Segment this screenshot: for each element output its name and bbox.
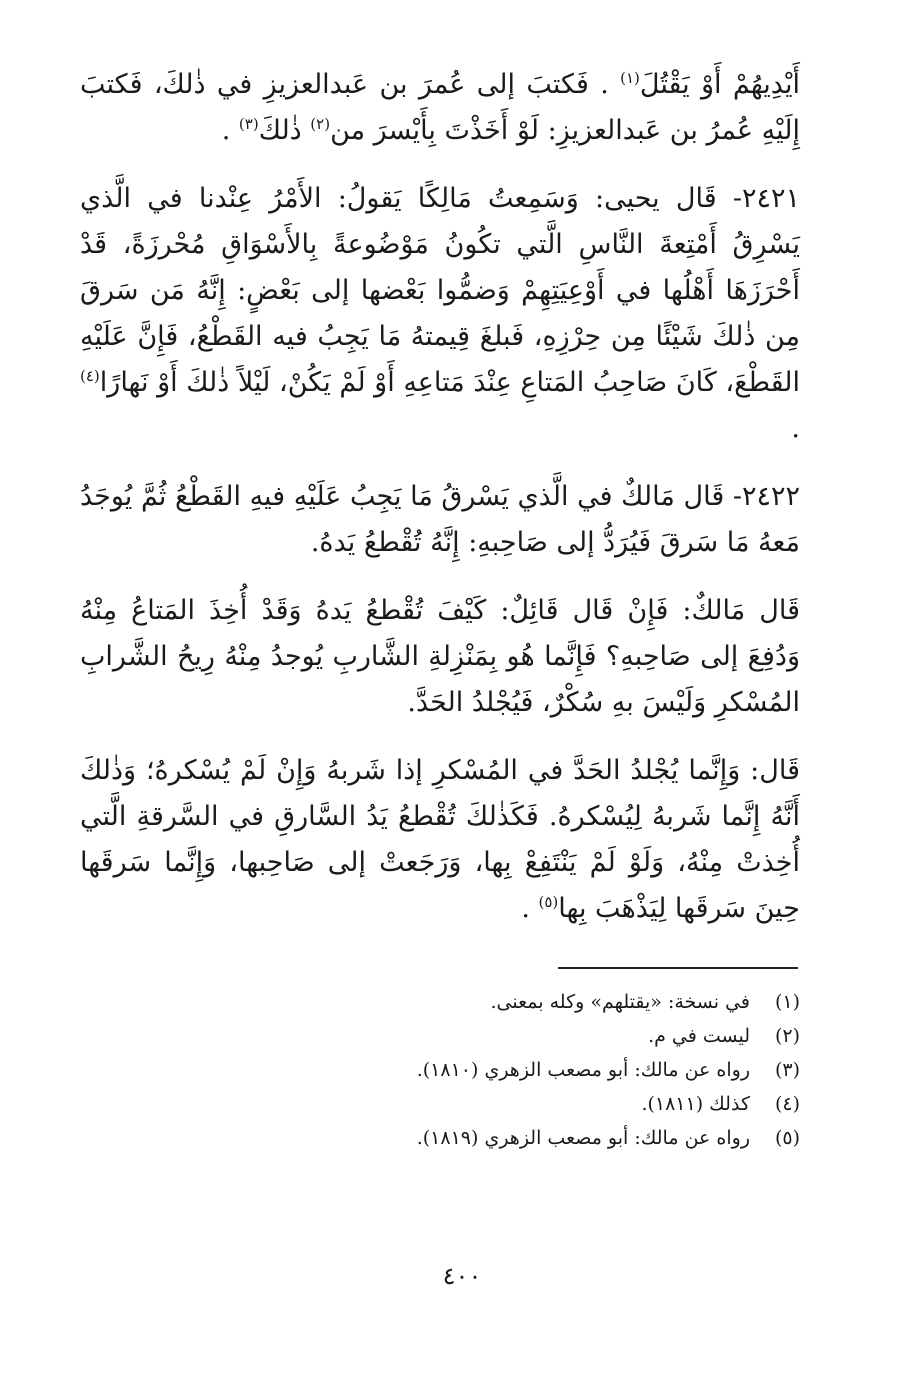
- footnote-text: ليست في م.: [648, 1025, 750, 1047]
- footnote-ref-2: (٢): [310, 115, 331, 133]
- footnote-item: [100, 1087, 800, 1121]
- footnote-ref-1: (١): [620, 69, 640, 87]
- text-run: ٢٤٢١- قَال يحيى: وَسَمِعتُ مَالِكًا يَقولُ: الأَمْرُ عِنْدنا في الَّذي يَسْرِقُ أَمْتِعةَ النَّاسِ الَّتي تكُونُ مَوْضُوعةً بِالأَسْوَاقِ مُحْرزَةً، قَدْ أَحْرَزَهَا أَهْلُها في أَوْعِيَتِهِمْ وَضمُّوا بَعْضها إلى بَعْضٍ: إِنَّهُ مَن سَرقَ مِن ذٰلكَ شَيْئًا مِن حِرْزِهِ، فَبلغَ قِيمتهُ مَا يَجِبُ فيه القَطْعُ، فَإِنَّ عَلَيْهِ القَطْعَ، كَانَ صَاحِبُ المَتاعِ عِنْدَ مَتاعِهِ أَوْ لَمْ يَكُنْ، لَيْلاً ذٰلكَ أَوْ نَهارًا: [80, 183, 800, 398]
- footnotes: [100, 985, 800, 1155]
- footnote-item: [100, 1019, 800, 1053]
- footnote-text: رواه عن مالك: أبو مصعب الزهري (١٨١٩).: [416, 1127, 750, 1149]
- text-run: . فَكتبَ إلى عُمرَ بن عَبدالعزيزِ في ذٰلكَ، فَكتبَ إِلَيْهِ عُمرُ بن عَبدالعزيزِ: لَوْ أَخَذْتَ بِأَيْسرَ من: [80, 69, 800, 146]
- main-text: [80, 62, 800, 954]
- paragraph-continuation: [80, 62, 800, 154]
- footnote-ref-5: (٥): [538, 893, 559, 911]
- text-run: .: [791, 413, 800, 444]
- paragraph-2421: [80, 176, 800, 452]
- footnote-number: (٣): [774, 1059, 800, 1081]
- paragraph-2422: [80, 474, 800, 566]
- footnote-ref-3: (٣): [238, 115, 259, 133]
- footnote-text: في نسخة: «يقتلهم» وكله بمعنى.: [490, 991, 750, 1013]
- footnote-number: (٥): [774, 1127, 800, 1149]
- paragraph-malik-question: [80, 588, 800, 726]
- text-run: .: [521, 893, 539, 924]
- footnote-number: (٢): [774, 1025, 800, 1047]
- text-run: قَال: وَإِنَّما يُجْلدُ الحَدَّ في المُسْكرِ إذا شَربهُ وَإِنْ لَمْ يُسْكرهُ؛ وَذٰلكَ أَنَّهُ إِنَّما شَربهُ لِيُسْكرهُ. فَكَذٰلكَ تُقْطعُ يَدُ السَّارقِ في السَّرقةِ الَّتي أُخِذتْ مِنْهُ، وَلَوْ لَمْ يَنْتَفِعْ بِها، وَرَجَعتْ إلى صَاحِبها، وَإِنَّما سَرقَها حِينَ سَرقَها لِيَذْهَبَ بِها: [80, 755, 800, 924]
- footnote-item: [100, 1053, 800, 1087]
- text-run: أَيْدِيهُمْ أَوْ يَقْتُلَ: [639, 69, 800, 100]
- footnote-ref-4: (٤): [80, 367, 100, 385]
- text-run: ٢٤٢٢- قَال مَالكٌ في الَّذي يَسْرقُ مَا يَجِبُ عَلَيْهِ فيهِ القَطْعُ ثُمَّ يُوجَدُ مَعهُ مَا سَرقَ فَيُرَدُّ إلى صَاحِبهِ: إِنَّهُ تُقْطعُ يَدهُ.: [80, 481, 800, 558]
- footnote-number: (٤): [774, 1093, 800, 1115]
- footnote-item: [100, 985, 800, 1019]
- footnote-item: [100, 1121, 800, 1155]
- text-run: .: [221, 115, 239, 146]
- text-run: ذٰلكَ: [258, 115, 311, 146]
- footnote-text: رواه عن مالك: أبو مصعب الزهري (١٨١٠).: [416, 1059, 750, 1081]
- text-run: قَال مَالكٌ: فَإِنْ قَال قَائِلٌ: كَيْفَ تُقْطعُ يَدهُ وَقَدْ أُخِذَ المَتاعُ مِنْهُ وَدُفِعَ إلى صَاحِبهِ؟ فَإِنَّما هُو بِمَنْزِلةِ الشَّاربِ يُوجدُ مِنْهُ رِيحُ الشَّرابِ المُسْكرِ وَلَيْسَ بهِ سُكْرٌ، فَيُجْلدُ الحَدَّ.: [80, 595, 800, 718]
- footnote-text: كذلك (١٨١١).: [641, 1093, 750, 1115]
- footnote-divider: [558, 967, 798, 969]
- footnote-number: (١): [774, 991, 800, 1013]
- page-number: ٤٠٠: [442, 1262, 482, 1290]
- paragraph-malik-answer: [80, 748, 800, 932]
